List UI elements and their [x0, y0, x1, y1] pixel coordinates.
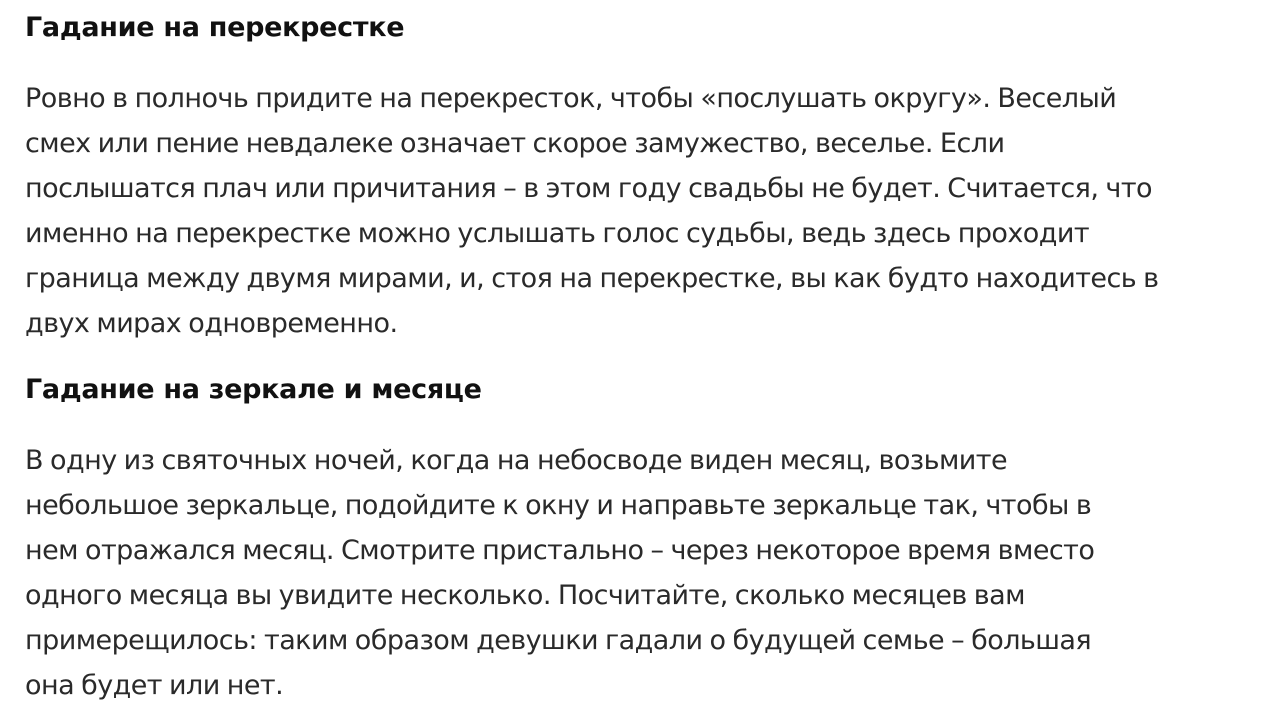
text-line: одного месяца вы увидите несколько. Посчитайте, сколько месяцев вам: [25, 580, 1025, 611]
text-line: нем отражался месяц. Смотрите пристально – через некоторое время вместо: [25, 535, 1095, 566]
text-line: она будет или нет.: [25, 670, 284, 701]
section-title-mirror-moon: Гадание на зеркале и месяце: [25, 374, 482, 405]
section-text-mirror-moon: [25, 438, 1094, 708]
text-line: Ровно в полночь придите на перекресток, чтобы «послушать округу». Веселый: [25, 83, 1117, 114]
text-line: небольшое зеркальце, подойдите к окну и направьте зеркальце так, чтобы в: [25, 490, 1092, 521]
section-title-crossroads: Гадание на перекрестке: [25, 12, 405, 43]
text-line: смех или пение невдалеке означает скорое замужество, веселье. Если: [25, 128, 1005, 159]
section-text-crossroads: [25, 76, 1159, 346]
text-line: примерещилось: таким образом девушки гадали о будущей семье – большая: [25, 625, 1092, 656]
text-line: именно на перекрестке можно услышать голос судьбы, ведь здесь проходит: [25, 218, 1090, 249]
text-line: послышатся плач или причитания – в этом году свадьбы не будет. Считается, что: [25, 173, 1152, 204]
text-line: граница между двумя мирами, и, стоя на перекрестке, вы как будто находитесь в: [25, 263, 1159, 294]
text-line: В одну из святочных ночей, когда на небосводе виден месяц, возьмите: [25, 445, 1008, 476]
text-line: двух мирах одновременно.: [25, 308, 398, 339]
